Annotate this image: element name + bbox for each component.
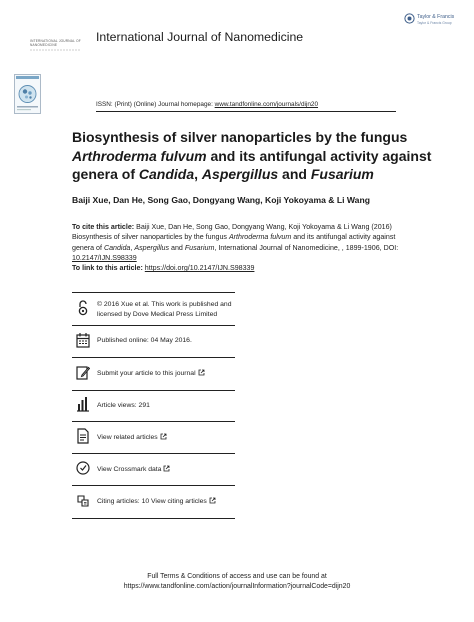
info-divider [72,453,235,454]
document-icon [76,428,90,444]
masthead-rule [30,49,80,52]
link-label: To link to this article: [72,264,145,272]
journal-title: International Journal of Nanomedicine [96,30,304,44]
journal-homepage-link[interactable]: www.tandfonline.com/journals/dijn20 [214,101,319,108]
citing-articles-link[interactable]: Citing articles: 10 View citing articles [97,497,216,507]
crossmark-icon [76,460,90,476]
doi-link[interactable]: 10.2147/IJN.S98339 [72,254,137,263]
info-divider [72,325,235,326]
submit-article-link[interactable]: Submit your article to this journal [97,369,205,379]
related-articles-link[interactable]: View related articles [97,433,167,443]
journal-cover-image[interactable] [14,74,41,114]
published-date: Published online: 04 May 2016. [97,337,192,344]
issn-label: ISSN: (Print) (Online) Journal homepage: [96,101,215,108]
citing-articles-icon [76,493,90,509]
publisher-logo[interactable] [404,13,466,35]
article-link-line [72,264,254,272]
publisher-tagline: Taylor & Francis Group [417,21,452,25]
citation-label: To cite this article: [72,223,135,231]
info-divider [72,357,235,358]
article-authors: Baiji Xue, Dan He, Song Gao, Dongyang Wang, Koji Yokoyama & Li Wang [72,195,370,205]
license-text: © 2016 Xue et al. This work is published and licensed by Dove Medical Press Limited [97,301,232,318]
journal-masthead [30,36,82,56]
masthead-line2: NANOMEDICINE [30,43,58,47]
crossmark-link[interactable]: View Crossmark data [97,465,170,475]
pencil-edit-icon [76,364,90,380]
info-divider [72,292,235,293]
info-divider [72,421,235,422]
terms-footer [0,572,474,592]
tf-logo-icon [404,13,415,24]
info-divider [72,485,235,486]
calendar-icon [76,332,90,348]
header-divider [96,111,396,112]
masthead-line1: INTERNATIONAL JOURNAL OF [30,39,81,43]
external-link-icon [198,369,205,376]
bar-chart-icon [76,396,90,412]
info-divider [72,518,235,519]
article-title: Biosynthesis of silver nanoparticles by the fungus Arthroderma fulvum and its antifungal activity against genera of Candida, Aspergillus and Fusarium [72,129,432,182]
footer-terms-link[interactable]: https://www.tandfonline.com/action/journalInformation?journalCode=dijn20 [123,583,351,590]
article-doi-url[interactable]: https://doi.org/10.2147/IJN.S98339 [144,264,255,272]
issn-homepage-line [96,101,318,108]
external-link-icon [209,497,216,504]
citation-block: To cite this article: Baiji Xue, Dan He, Song Gao, Dongyang Wang, Koji Yokoyama & Li Wang (2016) Biosynthesis of silver nanoparticles by the fungus Arthroderma fulvum and its antifungal activity against genera of Candida, Aspergillus and Fusarium, International Journal of Nanomedicine, , 1899-1906, DOI: 10.2147/IJN.S98339 [72,223,399,263]
publisher-name: Taylor & Francis [417,14,455,20]
footer-line1: Full Terms & Conditions of access and use can be found at [147,573,327,580]
external-link-icon [163,465,170,472]
article-views: Article views: 291 [97,402,150,409]
external-link-icon [160,433,167,440]
info-divider [72,390,235,391]
open-access-lock-icon [76,300,90,316]
